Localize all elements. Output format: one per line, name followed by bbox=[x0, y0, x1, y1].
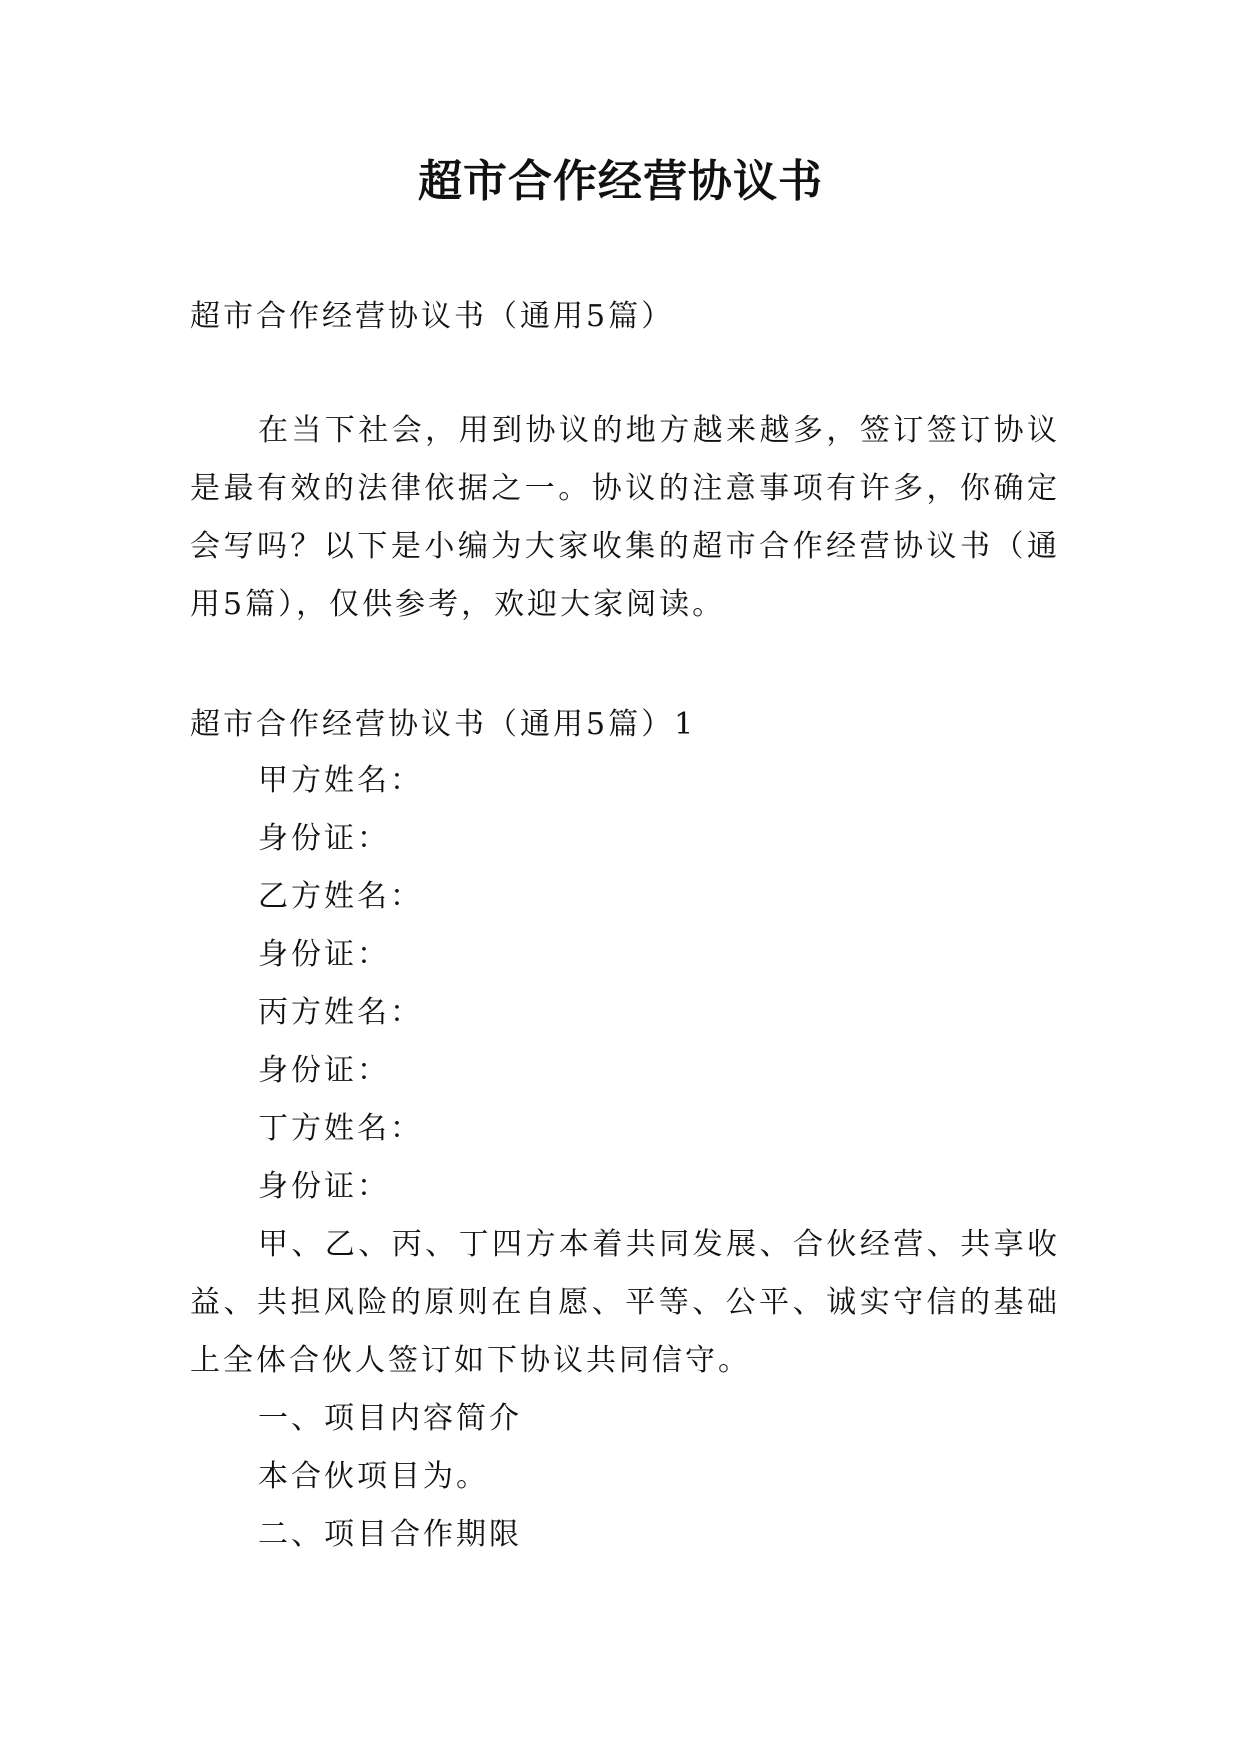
document-title: 超市合作经营协议书 bbox=[418, 156, 823, 207]
party-c-name-field: 丙方姓名： bbox=[258, 995, 423, 1030]
intro-paragraph: 在当下社会，用到协议的地方越来越多，签订签订协议是最有效的法律依据之一。协议的注意事项有许多，你确定会写吗？以下是小编为大家收集的超市合作经营协议书（通用5篇），仅供参考，欢迎大家阅读。 bbox=[190, 413, 1060, 622]
party-b-id-field: 身份证： bbox=[258, 937, 390, 972]
party-a-name-field: 甲方姓名： bbox=[258, 763, 423, 798]
party-d-id-field: 身份证： bbox=[258, 1169, 390, 1204]
agreement-paragraph: 甲、乙、丙、丁四方本着共同发展、合伙经营、共享收益、共担风险的原则在自愿、平等、公平、诚实守信的基础上全体合伙人签订如下协议共同信守。 bbox=[190, 1227, 1060, 1378]
document-subtitle: 超市合作经营协议书（通用5篇） bbox=[190, 299, 675, 334]
party-c-id-field: 身份证： bbox=[258, 1053, 390, 1088]
item2-heading: 二、项目合作期限 bbox=[258, 1517, 522, 1552]
section-heading: 超市合作经营协议书（通用5篇）1 bbox=[190, 707, 697, 742]
item1-heading: 一、项目内容简介 bbox=[258, 1401, 522, 1436]
agreement-content bbox=[190, 752, 1060, 1564]
party-b-name-field: 乙方姓名： bbox=[258, 879, 423, 914]
party-a-id-field: 身份证： bbox=[258, 821, 390, 856]
item1-text: 本合伙项目为。 bbox=[258, 1459, 489, 1494]
party-d-name-field: 丁方姓名： bbox=[258, 1111, 423, 1146]
